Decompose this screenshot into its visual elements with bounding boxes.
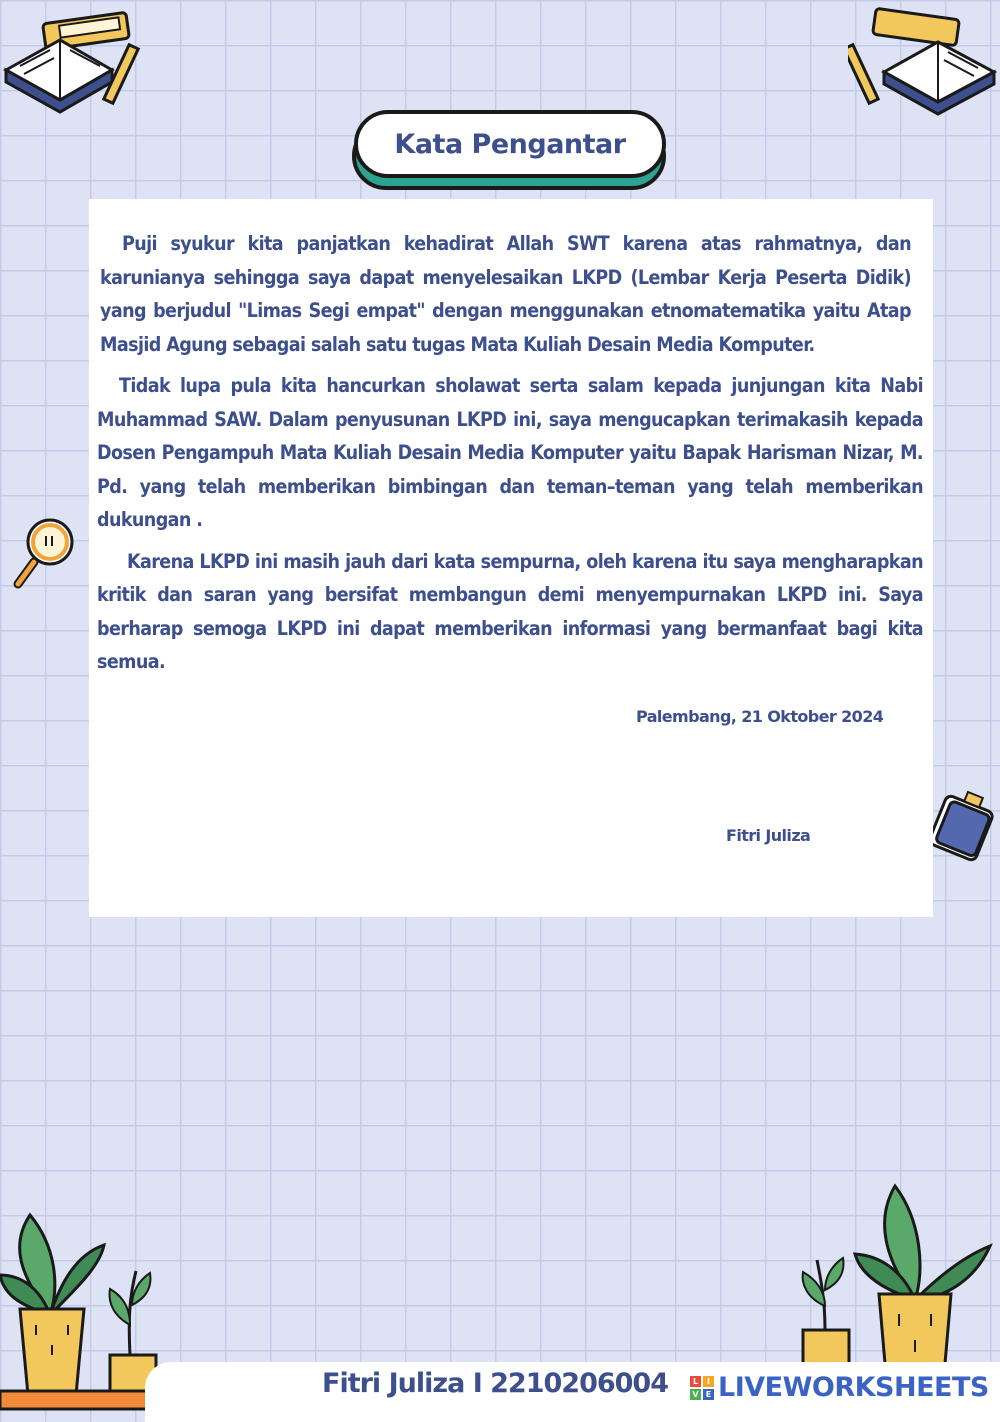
notebook-icon: [930, 788, 1000, 866]
page-title: Kata Pengantar: [394, 128, 626, 160]
footer-author: Fitri Juliza I 2210206004: [322, 1368, 668, 1399]
books-top-left-icon: [0, 0, 150, 135]
lw-icon-l: L: [690, 1376, 701, 1387]
lw-icon-e: E: [703, 1389, 714, 1400]
liveworksheets-logo[interactable]: [690, 1372, 989, 1403]
title-badge: [352, 110, 670, 194]
magnifier-icon: [8, 512, 80, 592]
lw-icon-i: I: [703, 1376, 714, 1387]
place-date: Palembang, 21 Oktober 2024: [636, 707, 884, 726]
lw-icon-v: V: [690, 1389, 701, 1400]
content-paper: [89, 199, 933, 917]
signer-name: Fitri Juliza: [726, 826, 811, 845]
liveworksheets-wordmark: LIVEWORKSHEETS: [718, 1372, 989, 1403]
paragraph-3: Karena LKPD ini masih jauh dari kata sempurna, oleh karena itu saya mengharapkan kritik dan saran yang bersifat membangun demi menyempurnakan LKPD ini. Saya berharap semoga LKPD ini dapat memberikan informasi yang bermanfaat bagi kita semua.: [97, 549, 923, 673]
paragraph-2: Tidak lupa pula kita hancurkan sholawat serta salam kepada junjungan kita Nabi Muhammad SAW. Dalam penyusunan LKPD ini, saya mengucapkan terimakasih kepada Dosen Pengampuh Mata Kuliah Desain Media Komputer yaitu Bapak Harisman Nizar, M. Pd. yang telah memberikan bimbingan dan teman–teman yang telah memberikan dukungan .: [97, 374, 923, 531]
liveworksheets-icon: [690, 1376, 714, 1400]
books-top-right-icon: [848, 0, 1000, 140]
title-badge-pill: [354, 110, 666, 178]
paragraph-1: Puji syukur kita panjatkan kehadirat Allah SWT karena atas rahmatnya, dan karunianya sehingga saya dapat menyelesaikan LKPD (Lembar Kerja Peserta Didik) yang berjudul "Limas Segi empat" dengan menggunakan etnomatematika yaitu Atap Masjid Agung sebagai salah satu tugas Mata Kuliah Desain Media Komputer.: [100, 232, 911, 356]
